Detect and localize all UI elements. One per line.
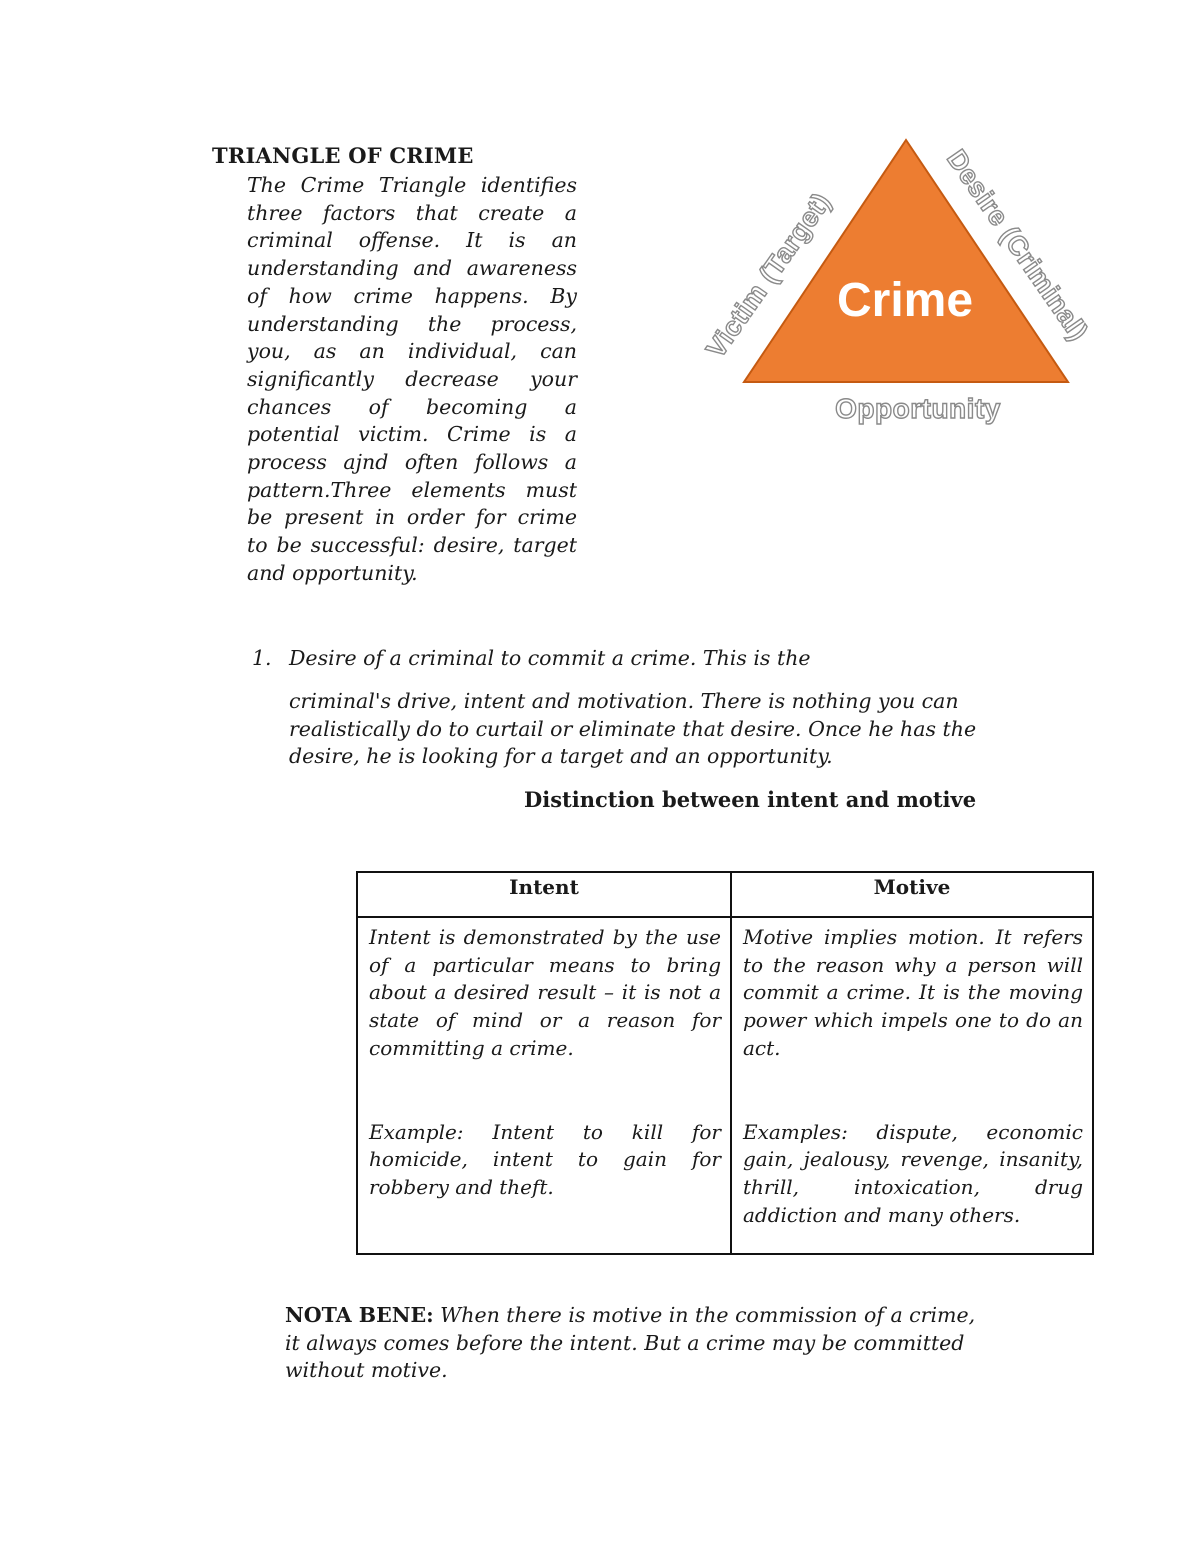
intent-motive-table	[356, 871, 1094, 1255]
nota-bene-text: When there is motive in the commission of a crime, it always comes before the intent. But a crime may be committed without motive.	[285, 1303, 976, 1383]
motive-cell	[731, 917, 1093, 1254]
intent-definition: Intent is demonstrated by the use of a particular means to bring about a desired result – it is not a state of mind or a reason for committing a crime.	[369, 925, 721, 1060]
triangle-center-label: Crime	[836, 274, 974, 327]
list-item-number: 1.	[252, 646, 272, 670]
list-item-continuation: criminal's drive, intent and motivation. There is nothing you can realistically do to curtail or eliminate that desire. Once he has the desire, he is looking for a target and an opportunity.	[289, 689, 977, 769]
table-header-motive: Motive	[731, 872, 1093, 917]
crime-triangle-diagram	[700, 128, 1100, 438]
distinction-heading: Distinction between intent and motive	[524, 787, 977, 812]
crime-triangle-svg	[700, 128, 1100, 438]
motive-definition: Motive implies motion. It refers to the reason why a person will commit a crime. It is the moving power which impels one to do an act.	[743, 925, 1083, 1060]
list-item-first-line: Desire of a criminal to commit a crime. This is the	[289, 646, 811, 670]
table-header-row	[357, 872, 1093, 917]
page-title: TRIANGLE OF CRIME	[212, 143, 474, 168]
table-row	[357, 917, 1093, 1254]
motive-example: Examples: dispute, economic gain, jealousy, revenge, insanity, thrill, intoxication, drug addiction and many others.	[743, 1119, 1083, 1227]
intro-paragraph: The Crime Triangle identifies three factors that create a criminal offense. It is an understanding and awareness of how crime happens. By understanding the process, you, as an individual, can significantly decrease your chances of becoming a potential victim. Crime is a process ajnd often follows a pattern.Three elements must be present in order for crime to be successful: desire, target and opportunity.	[247, 173, 577, 585]
triangle-right-label: Desire (Criminal)	[941, 144, 1094, 346]
intent-example: Example: Intent to kill for homicide, intent to gain for robbery and theft.	[369, 1119, 721, 1199]
triangle-left-label: Victim (Target)	[700, 187, 837, 364]
table-header-intent: Intent	[357, 872, 731, 917]
intent-cell	[357, 917, 731, 1254]
triangle-bottom-label: Opportunity	[835, 393, 1001, 424]
nota-bene-paragraph	[285, 1302, 995, 1385]
nota-bene-label: NOTA BENE:	[285, 1303, 434, 1327]
